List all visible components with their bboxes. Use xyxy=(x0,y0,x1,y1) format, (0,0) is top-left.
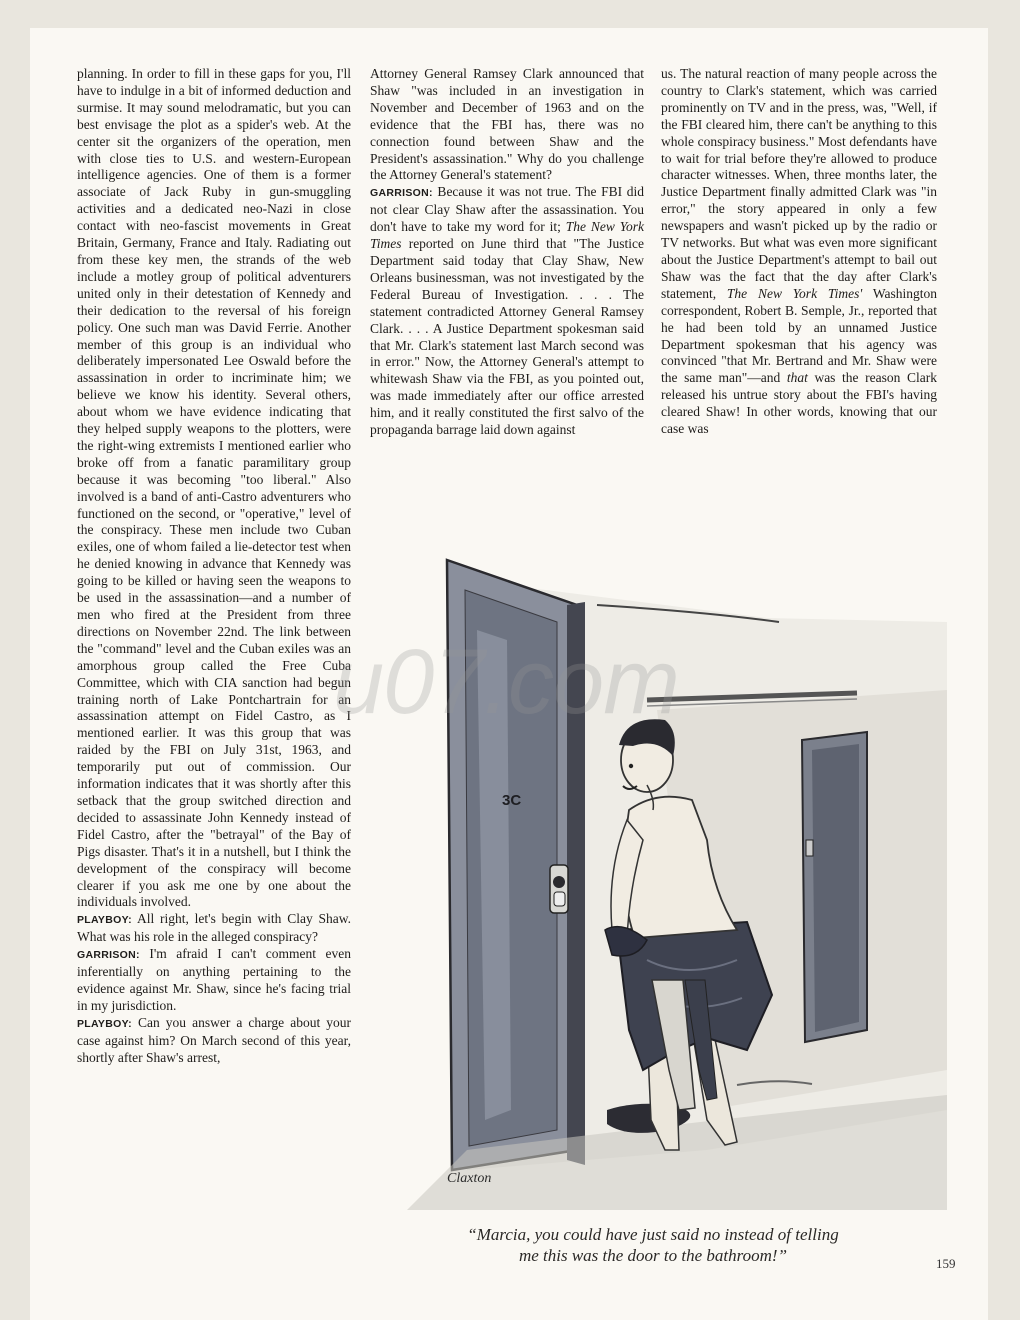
paragraph: PLAYBOY: All right, let's begin with Clay Shaw. What was his role in the alleged conspiracy? xyxy=(77,911,351,945)
paragraph: us. The natural reaction of many people across the country to Clark's statement, which was carried prominently on TV and in the press, was, "Well, if the FBI cleared him, there can't be anything to this whole conspiracy business." Most defendants have to wait for trial before they're allowed to produce character witnesses. When, three months later, the Justice Department finally admitted Clark was "in error," the story appeared in only a few newspapers and wasn't picked up by the radio or TV networks. But what was even more significant about the Justice Department's attempt to bail out Shaw was the fact that the day after Clark's statement, The New York Times' Washington correspondent, Robert B. Semple, Jr., reported that he had been told by an unnamed Justice Department spokesman that his agency was convinced "that Mr. Bertrand and Mr. Shaw were the same man"—and that was the reason Clark released his untrue story about the FBI's having cleared Shaw! In other words, knowing that our case was xyxy=(661,66,937,437)
text-column-3 xyxy=(661,66,937,438)
text-column-1 xyxy=(77,66,351,1316)
text-column-2 xyxy=(370,66,644,439)
speaker-label: PLAYBOY: xyxy=(77,1017,132,1030)
magazine-page xyxy=(30,28,988,1320)
speaker-label: GARRISON: xyxy=(370,187,433,200)
speaker-label: GARRISON: xyxy=(77,949,140,962)
paragraph: GARRISON: Because it was not true. The FBI did not clear Clay Shaw after the assassination. You don't have to take my word for it; The New York Times reported on June third that "The Justice Department said today that Clay Shaw, New Orleans businessman, was not investigated by the Federal Bureau of Investigation. . . . The statement contradicted Attorney General Ramsey Clark. . . . A Justice Department spokesman said that Mr. Clark's statement last March second was in error." Now, the Attorney General's attempt to whitewash Shaw via the FBI, as you pointed out, was made immediately after our office arrested him, and it really constituted the first salvo of the propaganda barrage laid down against xyxy=(370,184,644,438)
page-number: 159 xyxy=(936,1256,956,1271)
publication-title: The New York Times xyxy=(370,219,644,252)
watermark: u07.com xyxy=(333,631,679,733)
publication-title: The New York Times' xyxy=(726,285,863,301)
cartoon-caption xyxy=(403,1224,903,1266)
paragraph: Attorney General Ramsey Clark announced that Shaw "was included in an investigation in November and December of 1963 and on the evidence that the FBI has, there was no connection found between Shaw and the President's assassination." Why do you challenge the Attorney General's statement? xyxy=(370,66,644,183)
speaker-label: PLAYBOY: xyxy=(77,914,132,927)
caption-line: me this was the door to the bathroom!” xyxy=(518,1246,788,1265)
artist-signature: Claxton xyxy=(447,1171,492,1186)
door-number: 3C xyxy=(502,792,522,809)
caption-line: “Marcia, you could have just said no instead of telling xyxy=(467,1225,839,1244)
emphasis: that xyxy=(786,370,808,386)
cartoon-illustration xyxy=(407,510,947,1210)
paragraph: PLAYBOY: Can you answer a charge about your case against him? On March second of this year, shortly after Shaw's arrest, xyxy=(77,1014,351,1065)
paragraph: planning. In order to fill in these gaps for you, I'll have to indulge in a bit of informed deduction and surmise. It may sound melodramatic, but you can best envisage the plot as a spider's web. At the center sit the organizers of the operation, men with close ties to U.S. and western-European intelligence agencies. One of them is a former associate of Jack Ruby in gun-smuggling activities and a dedicated neo-Nazi in close contact with neo-fascist movements in Great Britain, Germany, France and Italy. Radiating out from these key men, the strands of the web include a motley group of political adventurers united only in their detestation of Kennedy and their dedication to the reversal of his foreign policy. One such man was David Ferrie. Another member of this group is an individual who deliberately impersonated Lee Oswald before the assassination in order to incriminate him; we believe we know his identity. Several others, about whom we have evidence indicating that they helped supply weapons to the plotters, were the right-wing extremists I mentioned earlier who broke off from a fanatic paramilitary group because it was becoming "too liberal." Also involved is a band of anti-Castro adventurers who functioned on the second, or "operative," level of the conspiracy. These men include two Cuban exiles, one of whom failed a lie-detector test when he denied knowing in advance that Kennedy was going to be killed or having seen the weapons to be used in the assassination—and a number of men who fired at the President from three directions on November 22nd. The link between the "command" level and the Cuban exiles was an amorphous group called the Free Cuba Committee, which with CIA sanction had begun training north of Lake Pontchartrain for an assassination attempt on Fidel Castro, as I mentioned earlier. It was this group that was raided by the FBI on July 31st, 1963, and temporarily put out of commission. Our information indicates that it was shortly after this setback that the group switched direction and decided to assassinate John Kennedy instead of Fidel Castro, after the "betrayal" of the Bay of Pigs disaster. That's it in a nutshell, but I think the development of the conspiracy will become clearer if you ask me one by one about the individuals involved. xyxy=(77,66,351,910)
paragraph: GARRISON: I'm afraid I can't comment even inferentially on anything pertaining to the evidence against Mr. Shaw, since he's facing trial in my jurisdiction. xyxy=(77,946,351,1013)
